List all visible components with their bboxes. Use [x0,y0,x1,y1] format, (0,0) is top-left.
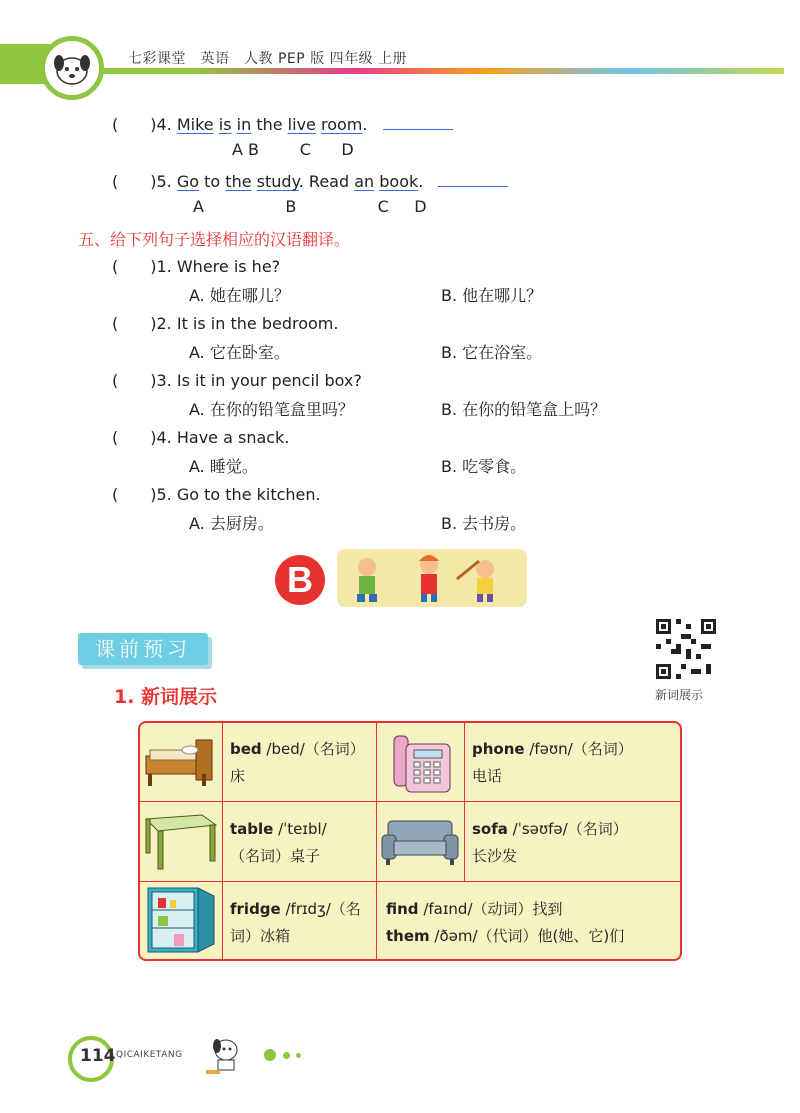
s4-question-5 [112,169,508,192]
word-plain: to [204,172,221,191]
s5-option-a-4: A. 睡觉。 [189,457,258,476]
qr-caption: 新词展示 [655,688,704,702]
s5-question-2 [112,311,338,334]
s5-option-b-2: B. 它在浴室。 [441,343,543,362]
word-a: Mike [176,115,214,134]
word-d: room [320,115,363,134]
table-icon [140,805,220,879]
answer-paren: ( ) [112,172,157,191]
page-number: 114 [80,1046,116,1066]
answer-paren[interactable]: ( ) [112,485,157,504]
question-text: 5. Go to the kitchen. [156,485,321,504]
s5-option-a-2: A. 它在卧室。 [189,343,290,362]
answer-paren[interactable]: ( ) [112,371,157,390]
vocab-meaning: 床 [230,767,246,785]
vocab-meaning: （名词）桌子 [230,847,321,865]
answer-paren[interactable]: ( ) [112,428,157,447]
vocab-fridge [230,896,361,950]
question-number: 4. [156,115,172,134]
word-d: book [379,172,419,191]
fridge-icon [140,884,220,958]
answer-paren[interactable]: ( ) [112,314,157,333]
vocab-meaning: 长沙发 [472,847,518,865]
vocab-meaning: 词）冰箱 [230,927,291,945]
question-text: 3. Is it in your pencil box? [156,371,362,390]
vocab-word: find [386,900,419,918]
vocab-phone [472,736,633,790]
question-text: 2. It is in the bedroom. [156,314,339,333]
s5-option-a-5: A. 去厨房。 [189,514,274,533]
answer-paren[interactable]: ( ) [112,257,157,276]
s4-letters-5: A B C D [193,197,427,216]
vocab-word: them [386,927,430,945]
vocab-phonetic: /ˈteɪbl/ [273,820,327,838]
word-c: live [287,115,316,134]
table-divider [376,723,377,959]
fridge-picture [140,884,220,958]
header-title: 七彩课堂 英语 人教 PEP 版 四年级 上册 [128,51,408,67]
table-divider [464,723,465,801]
word-plain-2: . Read [298,172,350,191]
vocab-meaning: 电话 [472,767,503,785]
vocab-table-word [230,816,327,870]
vocab-bed [230,736,365,790]
footer-brand: QICAIKETANG [116,1050,183,1060]
vocab-word: bed [230,740,262,758]
dog-mascot-icon [198,1030,248,1080]
phone-picture [386,726,456,798]
vocab-phonetic: /ˈsəʊfə/（名词） [507,820,628,838]
header-color-band [0,68,784,74]
question-number: 5. [156,172,172,191]
table-divider [140,881,680,882]
answer-blank[interactable] [438,172,508,187]
question-text: 1. Where is he? [156,257,281,276]
qr-code-icon[interactable] [656,619,716,679]
s5-question-3 [112,368,362,391]
vocab-phonetic: /bed/（名词） [261,740,365,758]
sofa-icon [378,805,462,879]
vocab-find-them [386,896,624,950]
s5-option-a-3: A. 在你的铅笔盒里吗？ [189,400,354,419]
sentence-end: . [362,115,368,134]
bed-picture [140,726,220,798]
word-c: an [354,172,375,191]
vocab-word: fridge [230,900,281,918]
s5-option-b-1: B. 他在哪儿？ [441,286,543,305]
answer-paren: ( ) [112,115,157,134]
vocab-word: phone [472,740,525,758]
s5-question-4 [112,425,289,448]
table-divider [140,801,680,802]
vocab-phonetic: /frɪdʒ/（名 [280,900,361,918]
table-picture [140,805,220,879]
footer-dot [264,1049,276,1061]
footer-dot [283,1052,290,1059]
table-divider [464,801,465,881]
new-words-heading: 1. 新词展示 [114,686,218,708]
s4-question-4 [112,112,453,135]
vocab-phonetic: /fəʊn/（名词） [524,740,633,758]
s5-option-b-3: B. 在你的铅笔盒上吗？ [441,400,607,419]
word-a: Go [176,172,200,191]
answer-blank[interactable] [383,115,453,130]
telephone-icon [386,726,456,798]
s5-option-a-1: A. 她在哪儿？ [189,286,290,305]
question-text: 4. Have a snack. [156,428,290,447]
preview-label: 课前预习 [78,633,208,665]
dog-mascot-icon [45,41,99,95]
word-plain: the [256,115,283,134]
footer-dot [296,1053,301,1058]
mascot-logo [40,36,104,100]
part-b-badge: B [275,555,325,605]
bed-icon [140,726,220,798]
vocab-phonetic: /ðəm/（代词）他(她、它)们 [429,927,625,945]
s5-question-5 [112,482,321,505]
s5-question-1 [112,254,280,277]
word-b: is [218,115,232,134]
sofa-picture [378,805,462,879]
kids-banner-illustration [337,549,527,607]
vocab-phonetic: /faɪnd/（动词）找到 [418,900,563,918]
s4-letters-4: A B C D [232,140,354,159]
vocab-sofa [472,816,628,870]
vocab-word: table [230,820,274,838]
word-b2: in [236,115,252,134]
s5-option-b-5: B. 去书房。 [441,514,527,533]
table-divider [222,723,223,959]
word-b: the [225,172,252,191]
sentence-end: . [418,172,424,191]
word-b2: study [256,172,299,191]
footer-mascot [198,1030,248,1080]
s5-option-b-4: B. 吃零食。 [441,457,527,476]
section5-heading: 五、给下列句子选择相应的汉语翻译。 [78,230,351,249]
vocab-word: sofa [472,820,508,838]
